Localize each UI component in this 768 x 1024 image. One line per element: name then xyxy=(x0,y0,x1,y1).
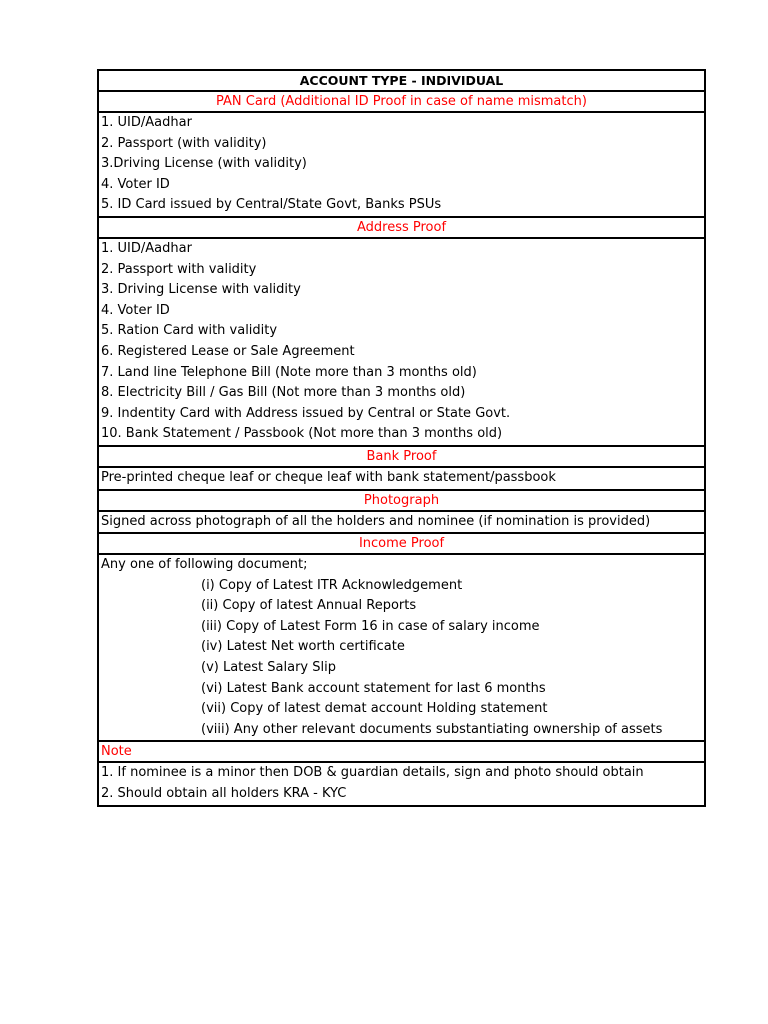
list-item: 3.Driving License (with validity) xyxy=(101,156,307,172)
note-list xyxy=(99,763,704,804)
address-proof-heading: Address Proof xyxy=(99,218,704,239)
list-item: 1. If nominee is a minor then DOB & guardian details, sign and photo should obtain xyxy=(101,765,644,781)
bank-proof-body xyxy=(99,468,704,491)
address-proof-list xyxy=(99,239,704,447)
list-item: 5. ID Card issued by Central/State Govt, Banks PSUs xyxy=(101,197,442,213)
list-item: 3. Driving License with validity xyxy=(101,282,301,298)
list-item: (vi) Latest Bank account statement for last 6 months xyxy=(201,680,546,696)
list-item: 2. Should obtain all holders KRA - KYC xyxy=(101,786,347,802)
list-item: 6. Registered Lease or Sale Agreement xyxy=(101,343,355,359)
list-item: 4. Voter ID xyxy=(101,302,170,318)
income-proof-list xyxy=(99,555,704,742)
pan-card-list xyxy=(99,113,704,218)
photograph-heading: Photograph xyxy=(99,491,704,512)
bank-proof-heading: Bank Proof xyxy=(99,447,704,468)
photograph-text: Signed across photograph of all the holders and nominee (if nomination is provided) xyxy=(101,513,651,529)
list-item: 8. Electricity Bill / Gas Bill (Not more than 3 months old) xyxy=(101,385,466,401)
list-item: 1. UID/Aadhar xyxy=(101,240,192,256)
account-requirements-table xyxy=(97,69,706,807)
list-item: (ii) Copy of latest Annual Reports xyxy=(201,598,417,614)
list-item: 1. UID/Aadhar xyxy=(101,115,192,130)
income-proof-intro: Any one of following document; xyxy=(101,557,308,573)
list-item: 2. Passport with validity xyxy=(101,261,257,277)
photograph-body xyxy=(99,512,704,535)
list-item: 5. Ration Card with validity xyxy=(101,323,278,339)
list-item: 2. Passport (with validity) xyxy=(101,135,267,151)
list-item: (i) Copy of Latest ITR Acknowledgement xyxy=(201,577,463,593)
list-item: 7. Land line Telephone Bill (Note more than 3 months old) xyxy=(101,364,477,380)
list-item: (iv) Latest Net worth certificate xyxy=(201,639,405,655)
pan-card-heading: PAN Card (Additional ID Proof in case of name mismatch) xyxy=(99,92,704,113)
list-item: (iii) Copy of Latest Form 16 in case of salary income xyxy=(201,618,540,634)
list-item: (viii) Any other relevant documents substantiating ownership of assets xyxy=(201,721,663,737)
bank-proof-text: Pre-printed cheque leaf or cheque leaf with bank statement/passbook xyxy=(101,469,556,485)
list-item: 10. Bank Statement / Passbook (Not more than 3 months old) xyxy=(101,426,503,442)
income-proof-heading: Income Proof xyxy=(99,534,704,555)
note-heading: Note xyxy=(99,742,704,763)
list-item: 4. Voter ID xyxy=(101,176,170,192)
list-item: 9. Indentity Card with Address issued by Central or State Govt. xyxy=(101,405,511,421)
list-item: (vii) Copy of latest demat account Holding statement xyxy=(201,701,548,717)
table-title: ACCOUNT TYPE - INDIVIDUAL xyxy=(99,71,704,92)
list-item: (v) Latest Salary Slip xyxy=(201,660,336,676)
